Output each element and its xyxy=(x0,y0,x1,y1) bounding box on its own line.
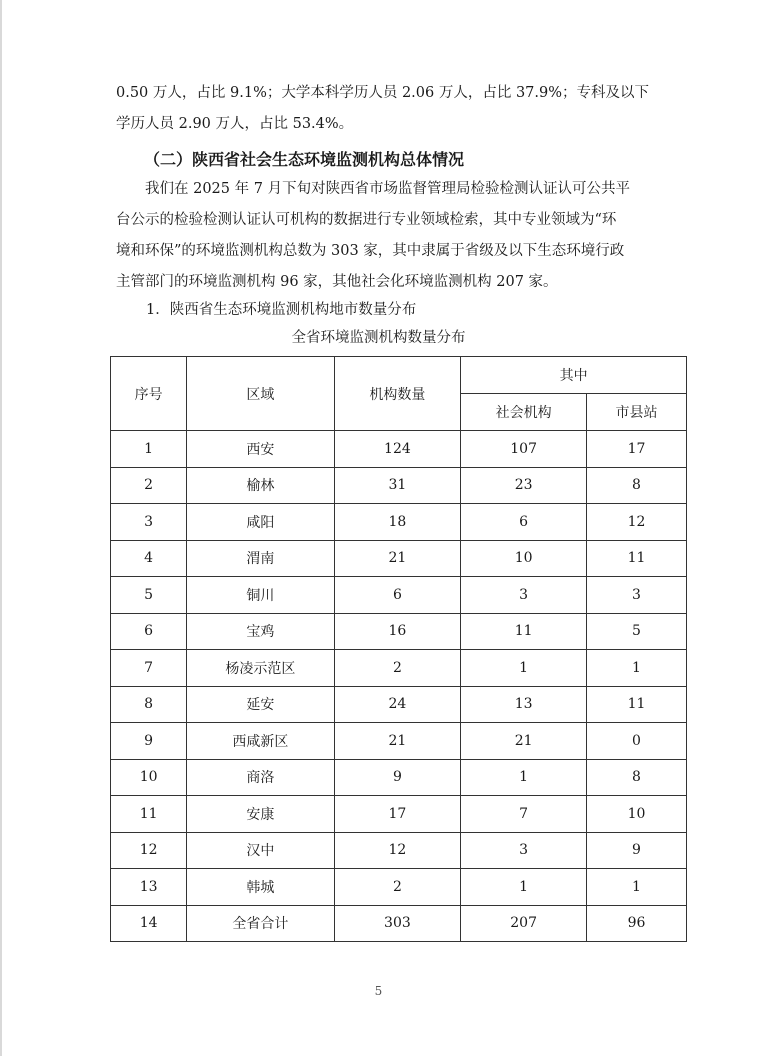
cell-index: 8 xyxy=(111,686,187,723)
cell-region: 西安 xyxy=(187,431,334,468)
cell-region: 宝鸡 xyxy=(187,613,334,650)
cell-region: 商洛 xyxy=(187,759,334,796)
cell-city-county: 96 xyxy=(587,905,687,942)
table-row xyxy=(111,577,687,614)
cell-city-county: 1 xyxy=(587,650,687,687)
table-row xyxy=(111,759,687,796)
body-line: 境和环保”的环境监测机构总数为 303 家，其中隶属于省级及以下生态环境行政 xyxy=(116,243,625,259)
cell-region: 铜川 xyxy=(187,577,334,614)
cell-region: 榆林 xyxy=(187,467,334,504)
cell-city-county: 0 xyxy=(587,723,687,760)
cell-region: 汉中 xyxy=(187,832,334,869)
cell-social: 11 xyxy=(461,613,587,650)
cell-city-county: 11 xyxy=(587,540,687,577)
cell-social: 13 xyxy=(461,686,587,723)
cell-index: 14 xyxy=(111,905,187,942)
cell-count: 2 xyxy=(334,650,461,687)
cell-social: 3 xyxy=(461,577,587,614)
header-count: 机构数量 xyxy=(334,357,461,431)
header-social: 社会机构 xyxy=(461,394,587,431)
intro-line: 学历人员 2.90 万人，占比 53.4%。 xyxy=(116,116,354,132)
cell-index: 7 xyxy=(111,650,187,687)
cell-social: 7 xyxy=(461,796,587,833)
cell-city-county: 10 xyxy=(587,796,687,833)
cell-city-county: 17 xyxy=(587,431,687,468)
cell-social: 3 xyxy=(461,832,587,869)
body-paragraph xyxy=(116,174,656,298)
header-group: 其中 xyxy=(461,357,687,394)
cell-region: 韩城 xyxy=(187,869,334,906)
table-row xyxy=(111,796,687,833)
header-index: 序号 xyxy=(111,357,187,431)
cell-city-county: 12 xyxy=(587,504,687,541)
cell-index: 10 xyxy=(111,759,187,796)
cell-count: 24 xyxy=(334,686,461,723)
cell-social: 21 xyxy=(461,723,587,760)
cell-city-county: 9 xyxy=(587,832,687,869)
cell-count: 9 xyxy=(334,759,461,796)
cell-social: 207 xyxy=(461,905,587,942)
cell-region: 西咸新区 xyxy=(187,723,334,760)
cell-index: 9 xyxy=(111,723,187,760)
cell-count: 2 xyxy=(334,869,461,906)
cell-city-county: 1 xyxy=(587,869,687,906)
table-body xyxy=(111,431,687,942)
cell-social: 23 xyxy=(461,467,587,504)
cell-city-county: 3 xyxy=(587,577,687,614)
cell-social: 1 xyxy=(461,759,587,796)
cell-count: 12 xyxy=(334,832,461,869)
cell-count: 18 xyxy=(334,504,461,541)
page-left-edge xyxy=(0,0,2,1056)
cell-count: 303 xyxy=(334,905,461,942)
table-row xyxy=(111,650,687,687)
cell-index: 1 xyxy=(111,431,187,468)
cell-social: 6 xyxy=(461,504,587,541)
cell-region: 安康 xyxy=(187,796,334,833)
cell-index: 13 xyxy=(111,869,187,906)
cell-count: 31 xyxy=(334,467,461,504)
cell-city-county: 8 xyxy=(587,467,687,504)
cell-city-county: 8 xyxy=(587,759,687,796)
cell-count: 124 xyxy=(334,431,461,468)
subsection-heading: 1．陕西省生态环境监测机构地市数量分布 xyxy=(146,302,417,318)
cell-count: 16 xyxy=(334,613,461,650)
table-row xyxy=(111,540,687,577)
header-region: 区域 xyxy=(187,357,334,431)
cell-social: 1 xyxy=(461,650,587,687)
cell-index: 11 xyxy=(111,796,187,833)
table-row xyxy=(111,905,687,942)
table-row xyxy=(111,504,687,541)
cell-region: 延安 xyxy=(187,686,334,723)
table-row xyxy=(111,723,687,760)
cell-region: 咸阳 xyxy=(187,504,334,541)
table-row xyxy=(111,431,687,468)
intro-line: 0.50 万人，占比 9.1%；大学本科学历人员 2.06 万人，占比 37.9%；专科及以下 xyxy=(116,85,650,101)
institution-count-table xyxy=(110,356,687,942)
table-row xyxy=(111,832,687,869)
cell-count: 21 xyxy=(334,723,461,760)
cell-index: 6 xyxy=(111,613,187,650)
section-heading: （二）陕西省社会生态环境监测机构总体情况 xyxy=(144,150,465,169)
header-city-county: 市县站 xyxy=(587,394,687,431)
table-caption: 全省环境监测机构数量分布 xyxy=(291,330,466,346)
cell-city-county: 5 xyxy=(587,613,687,650)
body-line: 台公示的检验检测认证认可机构的数据进行专业领域检索，其中专业领域为“环 xyxy=(116,212,617,228)
body-line: 主管部门的环境监测机构 96 家，其他社会化环境监测机构 207 家。 xyxy=(116,274,558,290)
cell-index: 5 xyxy=(111,577,187,614)
table-row xyxy=(111,613,687,650)
cell-index: 12 xyxy=(111,832,187,869)
cell-index: 4 xyxy=(111,540,187,577)
cell-index: 2 xyxy=(111,467,187,504)
table-row xyxy=(111,869,687,906)
cell-social: 10 xyxy=(461,540,587,577)
table-row xyxy=(111,467,687,504)
body-line: 我们在 2025 年 7 月下旬对陕西省市场监督管理局检验检测认证认可公共平 xyxy=(145,181,631,197)
intro-paragraph xyxy=(116,78,656,140)
cell-social: 1 xyxy=(461,869,587,906)
page-number: 5 xyxy=(374,984,383,998)
cell-city-county: 11 xyxy=(587,686,687,723)
cell-region: 杨凌示范区 xyxy=(187,650,334,687)
cell-index: 3 xyxy=(111,504,187,541)
cell-count: 6 xyxy=(334,577,461,614)
cell-count: 17 xyxy=(334,796,461,833)
cell-region: 全省合计 xyxy=(187,905,334,942)
cell-social: 107 xyxy=(461,431,587,468)
cell-count: 21 xyxy=(334,540,461,577)
cell-region: 渭南 xyxy=(187,540,334,577)
table-row xyxy=(111,686,687,723)
